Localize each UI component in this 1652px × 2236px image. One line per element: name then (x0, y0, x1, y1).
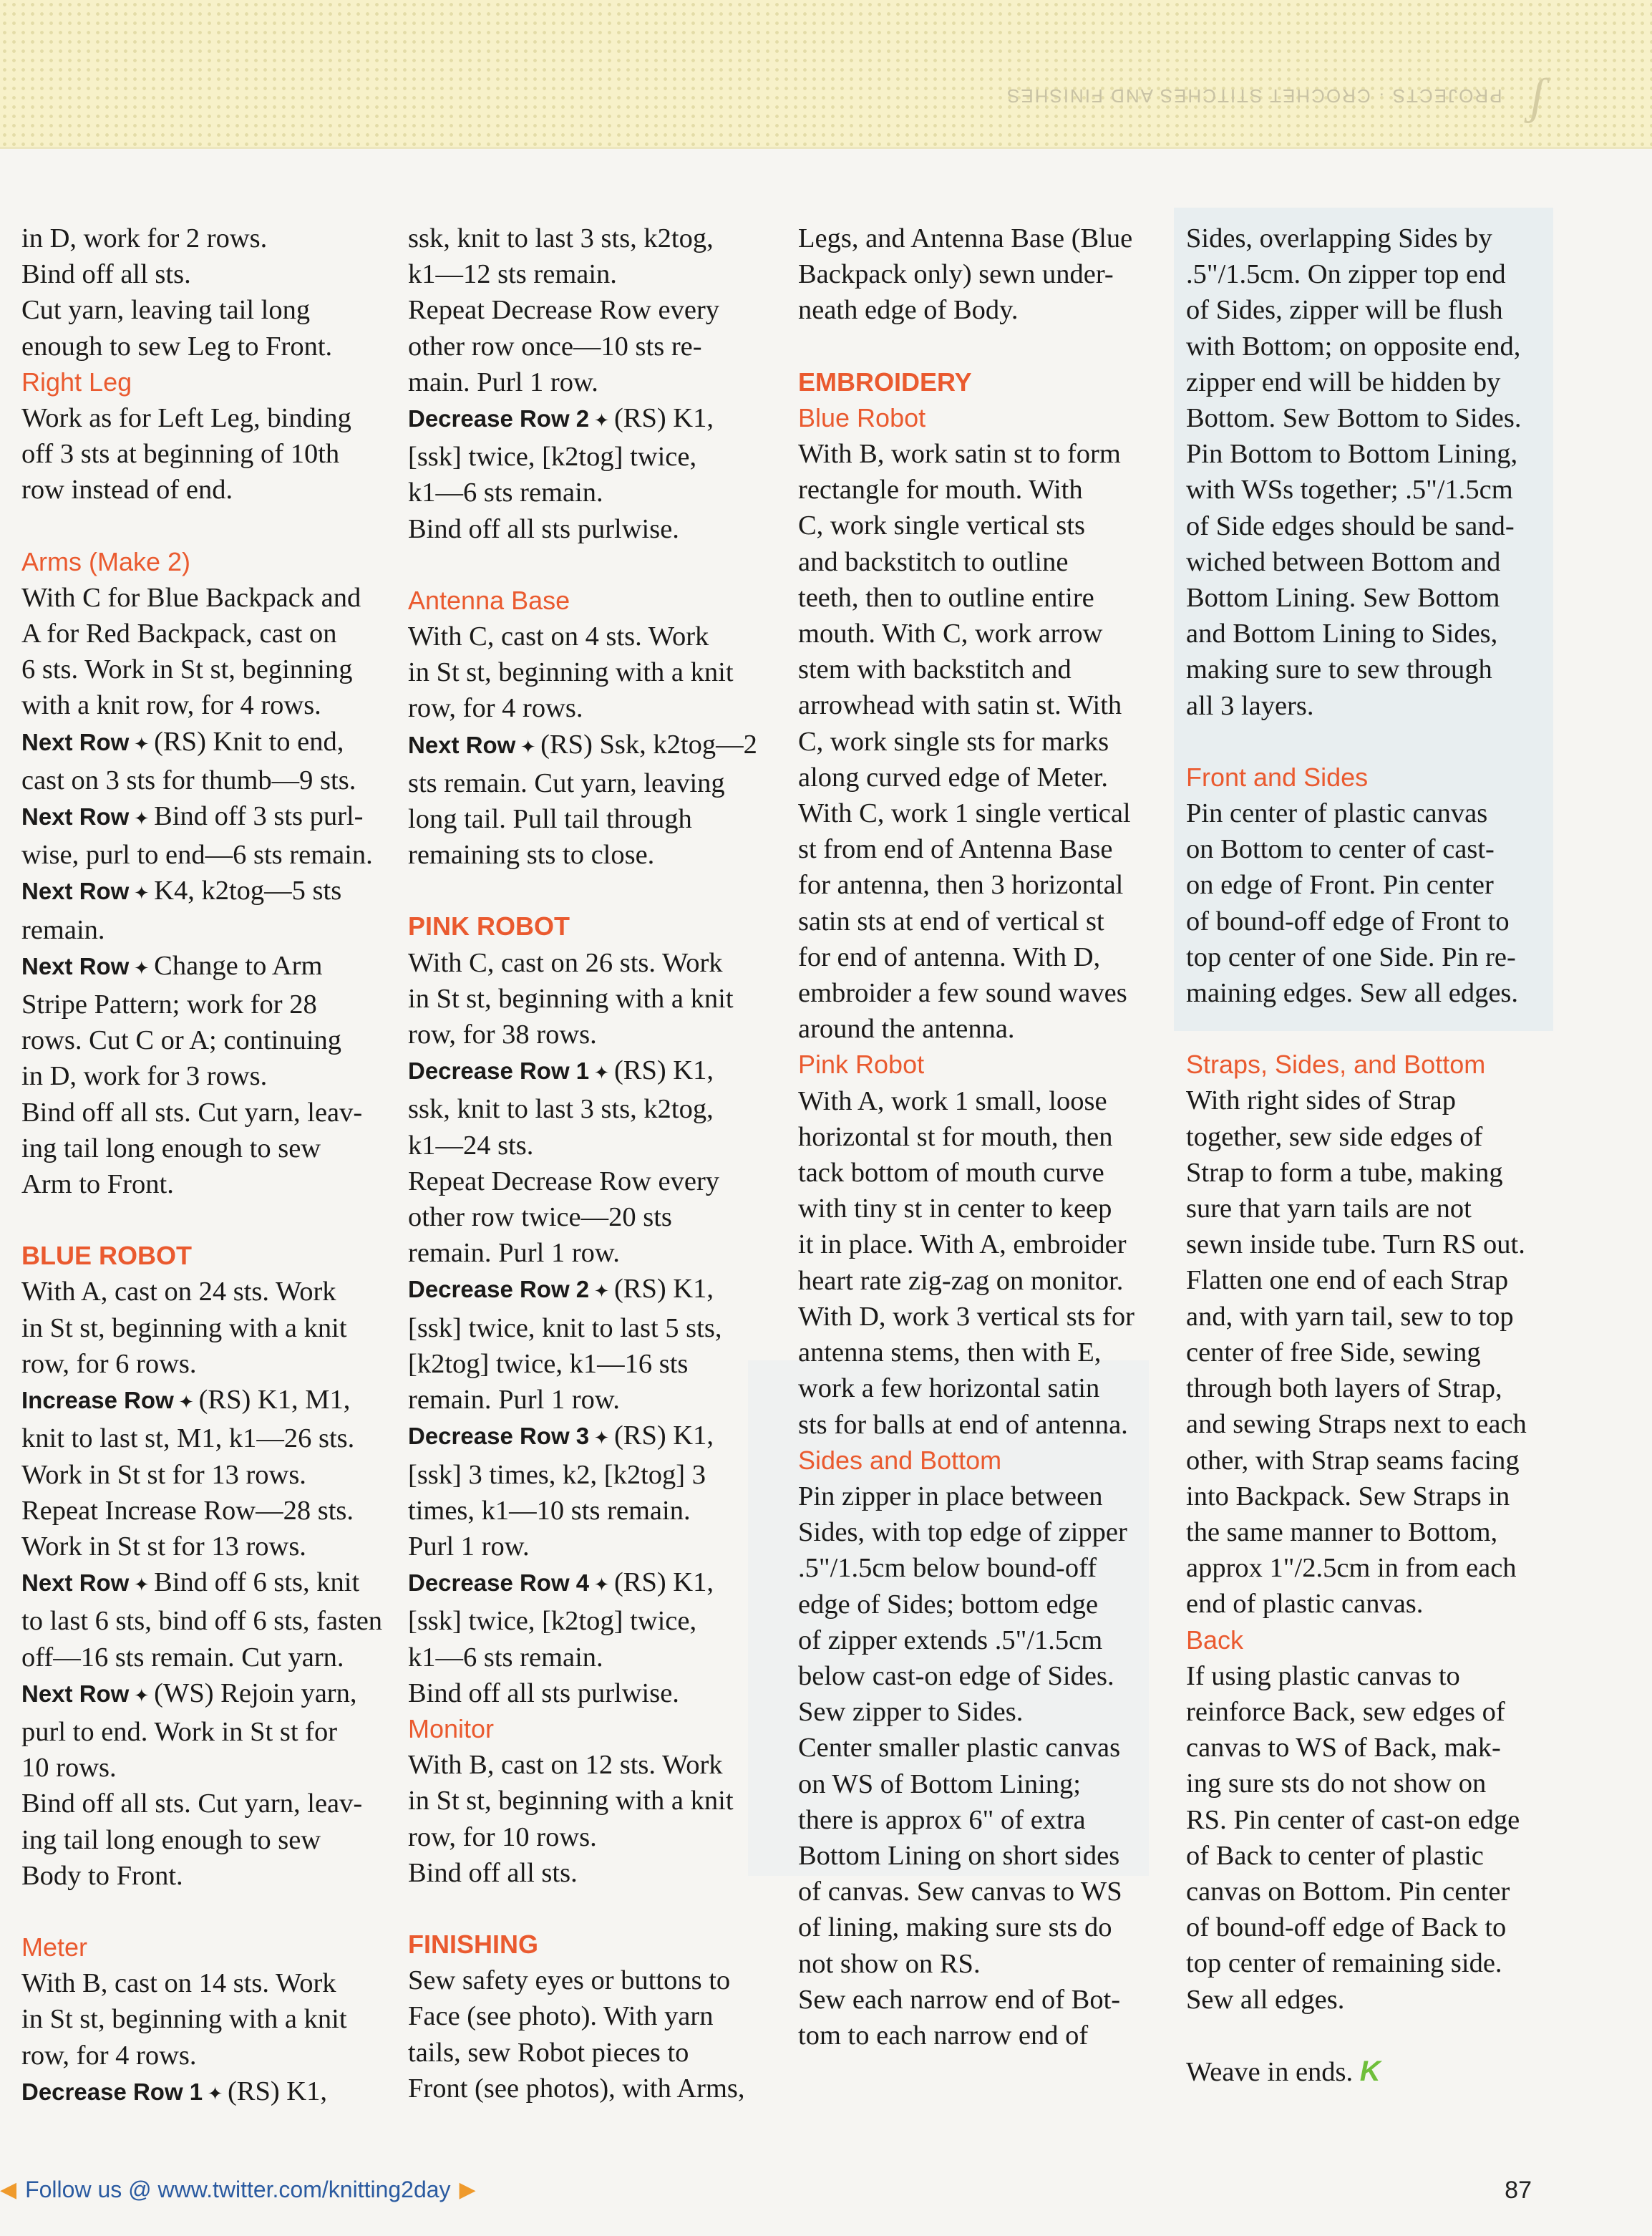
knit-logo-icon: K (1359, 2055, 1381, 2087)
text-line: canvas to WS of Back, mak- (1186, 1733, 1501, 1763)
text-line: Bind off all sts. Cut yarn, leav- (21, 1789, 363, 1819)
header-band (0, 0, 1652, 147)
text-line: heart rate zig-zag on monitor. (798, 1265, 1124, 1296)
row-label: Decrease Row 3 (408, 1423, 590, 1450)
text-line: the same manner to Bottom, (1186, 1516, 1498, 1547)
text-line: rectangle for mouth. With (798, 475, 1083, 505)
text-line: 6 sts. Work in St st, beginning (21, 654, 353, 685)
star-icon: ✦ (129, 808, 155, 830)
text-line: cast on 3 sts for thumb—9 sts. (21, 765, 356, 795)
text-line: tails, sew Robot pieces to (408, 2037, 689, 2068)
row-text: Bind off 6 sts, knit (154, 1567, 360, 1598)
text-line: purl to end. Work in St st for (21, 1716, 338, 1747)
text-line: arrowhead with satin st. With (798, 690, 1122, 721)
column-2 (408, 221, 780, 2106)
text-line: Pin center of plastic canvas (1186, 798, 1488, 829)
text-line: remain. (21, 914, 105, 945)
text-line: Legs, and Antenna Base (Blue (798, 223, 1133, 253)
text-line: Bind off all sts. (21, 259, 191, 290)
text-line: tom to each narrow end of (798, 2020, 1089, 2051)
text-line: Bottom. Sew Bottom to Sides. (1186, 403, 1522, 434)
instruction-row (21, 724, 394, 763)
text-line: with WSs together; .5"/1.5cm (1186, 475, 1513, 505)
star-icon: ✦ (173, 1392, 199, 1413)
text-line: With right sides of Strap (1186, 1085, 1456, 1116)
text-line: Body to Front. (21, 1860, 183, 1891)
row-label: Decrease Row 2 (408, 405, 590, 432)
section-heading: Monitor (408, 1713, 495, 1743)
text-line: through both layers of Strap, (1186, 1373, 1502, 1404)
text-line: Strap to form a tube, making (1186, 1157, 1503, 1188)
text-line: ssk, knit to last 3 sts, k2tog, (408, 223, 714, 253)
text-line: knit to last st, M1, k1—26 sts. (21, 1423, 355, 1454)
row-text: (RS) K1, (613, 1055, 714, 1086)
instruction-row (408, 1418, 780, 1456)
text-line: horizontal st for mouth, then (798, 1121, 1113, 1152)
text-line: maining edges. Sew all edges. (1186, 978, 1519, 1009)
instruction-row (408, 1052, 780, 1091)
text-line: to last 6 sts, bind off 6 sts, fasten (21, 1606, 383, 1637)
text-line: work a few horizontal satin (798, 1373, 1100, 1404)
spacer (21, 1202, 394, 1238)
text-line: it in place. With A, embroider (798, 1229, 1127, 1260)
text-line: of zipper extends .5"/1.5cm (798, 1625, 1103, 1655)
text-line: approx 1"/2.5cm in from each (1186, 1553, 1517, 1584)
instruction-row (408, 400, 780, 439)
text-line: If using plastic canvas to (1186, 1660, 1460, 1691)
spacer (408, 1891, 780, 1927)
text-line: neath edge of Body. (798, 295, 1019, 326)
section-heading: Sides and Bottom (798, 1445, 1002, 1475)
text-line: around the antenna. (798, 1014, 1015, 1045)
section-heading: Pink Robot (798, 1050, 925, 1080)
text-line: on Bottom to center of cast- (1186, 834, 1495, 865)
footer (0, 2177, 476, 2203)
text-line: Bind off all sts purlwise. (408, 513, 679, 544)
text-line: not show on RS. (798, 1948, 981, 1979)
text-line: row, for 4 rows. (408, 693, 583, 724)
text-line: RS. Pin center of cast-on edge (1186, 1804, 1520, 1835)
star-icon: ✦ (129, 1574, 155, 1596)
text-line: Sides, with top edge of zipper (798, 1517, 1127, 1548)
row-label: Decrease Row 1 (21, 2078, 203, 2105)
column-4 (1186, 221, 1558, 2090)
text-line: remaining sts to close. (408, 840, 655, 871)
text-line: Center smaller plastic canvas (798, 1733, 1121, 1763)
instruction-row (408, 1271, 780, 1310)
row-text: (WS) Rejoin yarn, (154, 1678, 357, 1708)
text-line: long tail. Pull tail through (408, 804, 692, 835)
text-line: Purl 1 row. (408, 1531, 530, 1562)
text-line: of bound-off edge of Back to (1186, 1912, 1507, 1943)
text-line: ssk, knit to last 3 sts, k2tog, (408, 1094, 714, 1125)
text-line: With B, cast on 12 sts. Work (408, 1750, 723, 1781)
text-line: with a knit row, for 4 rows. (21, 690, 321, 721)
column-3 (798, 221, 1177, 2053)
text-line: wise, purl to end—6 sts remain. (21, 840, 373, 871)
text-line: Sew all edges. (1186, 1984, 1345, 2015)
row-label: Next Row (408, 731, 516, 758)
text-line: Work in St st for 13 rows. (21, 1459, 306, 1490)
row-label: Next Row (21, 1680, 130, 1707)
text-line: Bind off all sts. (408, 1857, 578, 1888)
instruction-row (408, 727, 780, 765)
text-line: of lining, making sure sts do (798, 1912, 1112, 1943)
text-line: of Back to center of plastic (1186, 1840, 1484, 1871)
text-line: zipper end will be hidden by (1186, 367, 1501, 397)
text-line: st from end of Antenna Base (798, 834, 1113, 865)
text-line: row, for 6 rows. (21, 1348, 197, 1379)
section-heading: EMBROIDERY (798, 367, 972, 397)
text-line: sts for balls at end of antenna. (798, 1409, 1128, 1440)
text-line: of Sides, zipper will be flush (1186, 295, 1503, 326)
text-line: Bottom Lining on short sides (798, 1840, 1120, 1871)
text-line: top center of remaining side. (1186, 1948, 1502, 1979)
text-line: along curved edge of Meter. (798, 762, 1108, 793)
text-line: of bound-off edge of Front to (1186, 906, 1510, 936)
text-line: in D, work for 3 rows. (21, 1061, 268, 1092)
star-icon: ✦ (589, 1574, 614, 1596)
text-line: With C, cast on 4 sts. Work (408, 621, 709, 652)
row-text: Bind off 3 sts purl- (154, 801, 364, 832)
text-line: rows. Cut C or A; continuing (21, 1025, 342, 1056)
instruction-row (21, 2073, 394, 2112)
text-line: on WS of Bottom Lining; (798, 1768, 1082, 1799)
text-line: in St st, beginning with a knit (408, 983, 734, 1014)
text-line: canvas on Bottom. Pin center (1186, 1876, 1510, 1907)
spacer (1186, 2018, 1558, 2053)
text-line: A for Red Backpack, cast on (21, 619, 337, 649)
text-line: Repeat Decrease Row every (408, 1166, 720, 1196)
section-heading: Front and Sides (1186, 762, 1369, 792)
spacer (408, 873, 780, 909)
text-line: Pin Bottom to Bottom Lining, (1186, 439, 1518, 470)
instruction-row (21, 873, 394, 911)
instruction-row (21, 1382, 394, 1421)
row-text: K4, k2tog—5 sts (154, 876, 342, 906)
row-label: Next Row (21, 1569, 130, 1597)
star-icon: ✦ (129, 1685, 155, 1706)
text-line: tack bottom of mouth curve (798, 1158, 1104, 1189)
text-line: Sew zipper to Sides. (798, 1697, 1024, 1728)
star-icon: ✦ (129, 733, 155, 755)
section-heading: PINK ROBOT (408, 911, 570, 942)
star-icon: ✦ (203, 2083, 228, 2104)
corner-glyph-icon: ʃ (1530, 69, 1545, 124)
text-line: remain. Purl 1 row. (408, 1238, 620, 1269)
spacer (408, 547, 780, 583)
row-label: Decrease Row 2 (408, 1276, 590, 1303)
text-line: mouth. With C, work arrow (798, 619, 1103, 649)
instruction-row (21, 1564, 394, 1603)
text-line: Bottom Lining. Sew Bottom (1186, 583, 1500, 614)
text-line: and Bottom Lining to Sides, (1186, 619, 1498, 649)
spacer (1186, 724, 1558, 760)
text-line: of canvas. Sew canvas to WS (798, 1877, 1122, 1907)
text-line: With C for Blue Backpack and (21, 582, 361, 613)
text-line: and sewing Straps next to each (1186, 1409, 1527, 1440)
text-line: main. Purl 1 row. (408, 367, 598, 397)
text-line: row, for 4 rows. (21, 2040, 197, 2071)
row-text: (RS) K1, (613, 403, 714, 434)
section-heading: Arms (Make 2) (21, 546, 191, 576)
text-line: times, k1—10 sts remain. (408, 1495, 691, 1526)
text-line: k1—6 sts remain. (408, 478, 603, 508)
triangle-left-icon: ◀ (0, 2178, 17, 2202)
text-line: .5"/1.5cm below bound-off (798, 1553, 1097, 1584)
text-line: on edge of Front. Pin center (1186, 870, 1494, 901)
text-line: Arm to Front. (21, 1169, 174, 1200)
star-icon: ✦ (589, 1281, 614, 1302)
text-line: with Bottom; on opposite end, (1186, 331, 1521, 362)
text-line: sts remain. Cut yarn, leaving (408, 768, 725, 798)
text-line: .5"/1.5cm. On zipper top end (1186, 259, 1506, 290)
text-line: and, with yarn tail, sew to top (1186, 1301, 1514, 1332)
star-icon: ✦ (129, 957, 155, 979)
row-label: Increase Row (21, 1387, 174, 1414)
text-line: other, with Strap seams facing (1186, 1445, 1520, 1476)
text-line: C, work single vertical sts (798, 510, 1085, 541)
text-line: k1—24 sts. (408, 1130, 534, 1161)
text-line: [k2tog] twice, k1—16 sts (408, 1348, 689, 1379)
text-line: C, work single sts for marks (798, 726, 1109, 757)
star-icon: ✦ (129, 883, 155, 904)
row-text: (RS) Knit to end, (154, 726, 344, 757)
text-line: with tiny st in center to keep (798, 1194, 1112, 1224)
text-line: Backpack only) sewn under- (798, 259, 1114, 290)
header-rule (0, 147, 1652, 149)
text-line: all 3 layers. (1186, 690, 1314, 721)
instruction-row (21, 948, 394, 987)
star-icon: ✦ (589, 1063, 614, 1084)
text-line: off 3 sts at beginning of 10th (21, 439, 340, 470)
text-line: into Backpack. Sew Straps in (1186, 1481, 1510, 1511)
star-icon: ✦ (589, 410, 614, 432)
triangle-right-icon: ▶ (459, 2178, 476, 2202)
text-line: edge of Sides; bottom edge (798, 1589, 1099, 1620)
text-line: Cut yarn, leaving tail long (21, 295, 311, 326)
text-line: together, sew side edges of (1186, 1121, 1483, 1152)
text-line: k1—12 sts remain. (408, 259, 617, 290)
text-line: [ssk] twice, knit to last 5 sts, (408, 1312, 722, 1343)
text-line: ing sure sts do not show on (1186, 1768, 1487, 1799)
row-text: (RS) K1, (227, 2076, 327, 2106)
row-label: Next Row (21, 878, 130, 905)
text-line: Pin zipper in place between (798, 1481, 1103, 1511)
text-line: row instead of end. (21, 475, 233, 505)
text-line: Repeat Decrease Row every (408, 295, 720, 326)
text-line: [ssk] twice, [k2tog] twice, (408, 1606, 697, 1637)
spacer (21, 1894, 394, 1930)
text-line: remain. Purl 1 row. (408, 1385, 620, 1415)
row-text: (RS) K1, (613, 1274, 714, 1305)
section-heading: Meter (21, 1932, 88, 1962)
spacer (21, 508, 394, 544)
text-line: enough to sew Leg to Front. (21, 331, 333, 362)
text-line: Work in St st for 13 rows. (21, 1531, 306, 1562)
text-line: With A, cast on 24 sts. Work (21, 1277, 336, 1307)
text-line: Front (see photos), with Arms, (408, 2073, 745, 2104)
section-heading: Antenna Base (408, 585, 570, 615)
text-line: Sew each narrow end of Bot- (798, 1984, 1121, 2015)
text-line: stem with backstitch and (798, 654, 1072, 685)
row-text: (RS) K1, (613, 1421, 714, 1451)
section-heading: Straps, Sides, and Bottom (1186, 1050, 1486, 1080)
section-heading: Back (1186, 1625, 1244, 1655)
text-line: Stripe Pattern; work for 28 (21, 989, 317, 1020)
row-label: Next Row (21, 728, 130, 755)
instruction-row (21, 798, 394, 837)
text-line: [ssk] twice, [k2tog] twice, (408, 442, 697, 473)
text-line: row, for 38 rows. (408, 1020, 597, 1050)
row-text: Change to Arm (154, 950, 323, 981)
text-line: below cast-on edge of Sides. (798, 1660, 1114, 1691)
text-line: wiched between Bottom and (1186, 546, 1501, 577)
spacer (798, 329, 1177, 364)
text-line: in St st, beginning with a knit (408, 657, 734, 688)
text-line: end of plastic canvas. (1186, 1589, 1424, 1620)
running-head: PROJECTS · CROCHET STITCHES AND FINISHES (1005, 85, 1502, 107)
text-line: top center of one Side. Pin re- (1186, 942, 1516, 972)
row-label: Next Row (21, 952, 130, 979)
text-line: sure that yarn tails are not (1186, 1194, 1472, 1224)
text-line: With C, work 1 single vertical (798, 798, 1131, 829)
section-heading: Blue Robot (798, 402, 926, 432)
text-line: other row once—10 sts re- (408, 331, 702, 362)
text-line: off—16 sts remain. Cut yarn. (21, 1642, 344, 1673)
text-line: Work as for Left Leg, binding (21, 403, 351, 434)
text-line: ing tail long enough to sew (21, 1133, 321, 1163)
text-line: in D, work for 2 rows. (21, 223, 268, 253)
text-line: Flatten one end of each Strap (1186, 1265, 1509, 1296)
text-line: Repeat Increase Row—28 sts. (21, 1495, 354, 1526)
text-line: With B, cast on 14 sts. Work (21, 1968, 336, 1999)
section-heading: Right Leg (21, 367, 132, 397)
row-text: (RS) K1, (613, 1567, 714, 1598)
text-line: for end of antenna. With D, (798, 942, 1101, 972)
text-line: Bind off all sts. Cut yarn, leav- (21, 1097, 363, 1128)
text-line: ing tail long enough to sew (21, 1824, 321, 1855)
text-line: in St st, beginning with a knit (21, 1312, 347, 1343)
text-line: in St st, beginning with a knit (408, 1786, 734, 1816)
section-heading: FINISHING (408, 1929, 539, 1959)
text-line: row, for 10 rows. (408, 1821, 597, 1852)
text-line: other row twice—20 sts (408, 1202, 672, 1233)
closing-line (1186, 2053, 1558, 2090)
text-line: Sides, overlapping Sides by (1186, 223, 1492, 253)
text-line: Bind off all sts purlwise. (408, 1678, 679, 1708)
text-line: With C, cast on 26 sts. Work (408, 947, 723, 978)
text-line: of Side edges should be sand- (1186, 510, 1515, 541)
text-line: embroider a few sound waves (798, 978, 1127, 1009)
text-line: making sure to sew through (1186, 654, 1492, 685)
footer-link[interactable]: Follow us @ www.twitter.com/knitting2day (25, 2177, 451, 2202)
text-line: center of free Side, sewing (1186, 1337, 1481, 1368)
text-line: and backstitch to outline (798, 546, 1069, 577)
row-text: (RS) K1, M1, (198, 1385, 351, 1415)
text-line: teeth, then to outline entire (798, 582, 1094, 613)
closing-text: Weave in ends. (1186, 2056, 1354, 2087)
text-line: With D, work 3 vertical sts for (798, 1301, 1134, 1332)
text-line: With B, work satin st to form (798, 439, 1121, 470)
text-line: sewn inside tube. Turn RS out. (1186, 1229, 1525, 1260)
star-icon: ✦ (515, 736, 541, 758)
text-line: for antenna, then 3 horizontal (798, 870, 1124, 901)
section-heading: BLUE ROBOT (21, 1241, 192, 1271)
text-line: With A, work 1 small, loose (798, 1085, 1107, 1116)
text-line: 10 rows. (21, 1753, 117, 1784)
page-number: 87 (1505, 2177, 1532, 2204)
row-text: (RS) Ssk, k2tog—2 (540, 729, 757, 760)
spacer (1186, 1011, 1558, 1047)
row-label: Decrease Row 1 (408, 1057, 590, 1085)
row-label: Decrease Row 4 (408, 1569, 590, 1597)
text-line: Face (see photo). With yarn (408, 2001, 714, 2032)
row-label: Next Row (21, 803, 130, 831)
text-line: [ssk] 3 times, k2, [k2tog] 3 (408, 1459, 706, 1490)
text-line: reinforce Back, sew edges of (1186, 1696, 1505, 1727)
text-line: in St st, beginning with a knit (21, 2004, 347, 2035)
text-line: antenna stems, then with E, (798, 1337, 1102, 1368)
instruction-row (408, 1564, 780, 1603)
text-line: there is approx 6" of extra (798, 1804, 1086, 1835)
text-line: satin sts at end of vertical st (798, 906, 1104, 936)
column-1 (21, 221, 394, 2112)
star-icon: ✦ (589, 1428, 614, 1449)
text-line: Sew safety eyes or buttons to (408, 1965, 731, 1996)
instruction-row (21, 1675, 394, 1714)
text-line: k1—6 sts remain. (408, 1642, 603, 1673)
